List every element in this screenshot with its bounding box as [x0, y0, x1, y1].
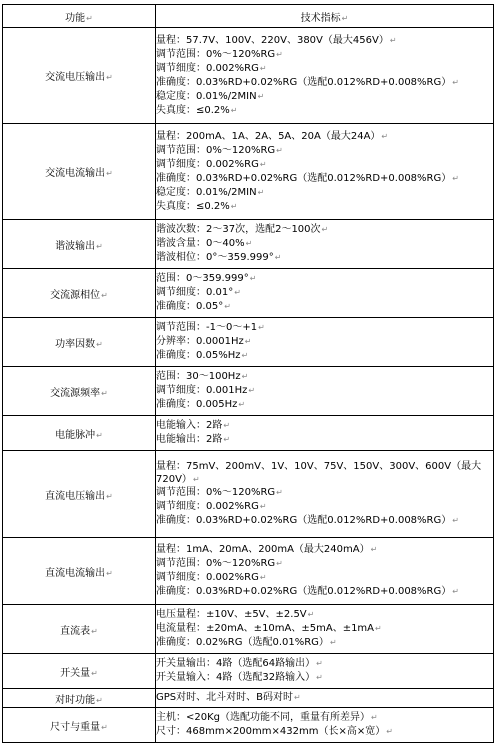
- spec-text: 开关量输入：4路（选配32路输入）: [156, 672, 316, 683]
- function-name: 交流源相位: [50, 289, 101, 301]
- spec-text: 尺寸：468mm×200mm×432mm（长×高×宽）: [156, 726, 386, 737]
- spec-line: [156, 433, 493, 447]
- spec-cell: [156, 654, 494, 689]
- return-mark: ↵: [316, 673, 323, 682]
- spec-line: [156, 223, 493, 237]
- return-mark: ↵: [106, 169, 113, 178]
- spec-line: [156, 500, 493, 514]
- table-row: [3, 318, 494, 367]
- spec-line: [156, 514, 493, 528]
- spec-text: 谐波含量：0～40%: [156, 238, 245, 249]
- table-row: [3, 538, 494, 605]
- table-row: [3, 28, 494, 124]
- function-name: 电能脉冲: [55, 429, 96, 441]
- return-mark: ↵: [106, 73, 113, 82]
- table-row: [3, 689, 494, 708]
- return-mark: ↵: [276, 559, 283, 568]
- return-mark: ↵: [192, 475, 200, 484]
- spec-line: [156, 585, 493, 599]
- spec-line: [156, 398, 493, 412]
- spec-text: 失真度：≤0.2%: [156, 200, 230, 212]
- return-mark: ↵: [375, 624, 382, 633]
- spec-body: [3, 28, 494, 743]
- spec-text: 调节细度：0.002%RG: [156, 62, 259, 74]
- spec-line: [156, 557, 493, 571]
- spec-line: [156, 571, 493, 585]
- spec-text: 稳定度：0.01%/2MIN: [156, 90, 257, 102]
- function-name: 直流电流输出: [45, 567, 106, 579]
- return-mark: ↵: [276, 49, 283, 59]
- spec-line: [156, 34, 493, 48]
- spec-cell: [156, 269, 494, 318]
- spec-line: [156, 486, 493, 500]
- table-row: [3, 367, 494, 416]
- spec-line: [156, 76, 493, 90]
- function-cell: [3, 318, 156, 367]
- return-mark: ↵: [238, 400, 246, 409]
- return-mark: ↵: [241, 372, 249, 381]
- return-mark: ↵: [91, 626, 98, 636]
- table-row: [3, 269, 494, 318]
- return-mark: ↵: [234, 288, 241, 297]
- header-function: 功能↵: [3, 5, 156, 28]
- spec-cell: [156, 689, 494, 708]
- return-mark: ↵: [91, 668, 98, 678]
- spec-text: 准确度：0.03%RD+0.02%RG（选配0.012%RD+0.008%RG）: [156, 76, 452, 88]
- return-mark: ↵: [96, 430, 103, 440]
- table-row: [3, 416, 494, 451]
- return-mark: ↵: [101, 722, 108, 732]
- spec-line: [156, 130, 493, 144]
- spec-line: [156, 622, 493, 636]
- function-cell: [3, 654, 156, 689]
- return-mark: ↵: [96, 241, 103, 251]
- spec-line: [156, 186, 493, 200]
- spec-text: 调节范围：0%～120%RG: [156, 487, 276, 498]
- spec-line: [156, 384, 493, 398]
- spec-text: 量程：75mV、200mV、1V、10V、75V、150V、300V、600V（最大720V）: [156, 461, 482, 485]
- table-row: [3, 220, 494, 269]
- spec-cell: [156, 451, 494, 538]
- spec-line: [156, 172, 493, 186]
- spec-text: 准确度：0.02%RG（选配0.01%RG）: [156, 637, 329, 648]
- return-mark: ↵: [223, 435, 231, 444]
- return-mark: ↵: [321, 225, 329, 234]
- spec-text: 主机：<20Kg（选配功能不同，重量有所差异）: [156, 712, 371, 723]
- spec-line: [156, 711, 493, 725]
- spec-line: [156, 657, 493, 671]
- spec-line: [156, 460, 493, 486]
- spec-line: [156, 272, 493, 286]
- spec-text: 调节细度：0.002%RG: [156, 501, 259, 512]
- spec-cell: [156, 28, 494, 124]
- spec-line: [156, 144, 493, 158]
- spec-line: [156, 419, 493, 433]
- spec-line: [156, 608, 493, 622]
- spec-line: [156, 349, 493, 363]
- function-name: 交流电流输出: [45, 168, 106, 179]
- function-name: 谐波输出: [55, 240, 96, 252]
- return-mark: ↵: [452, 516, 459, 525]
- spec-text: 准确度：0.005Hz: [156, 399, 238, 410]
- spec-line: [156, 286, 493, 300]
- function-cell: [3, 367, 156, 416]
- return-mark: ↵: [106, 491, 113, 501]
- return-mark: ↵: [101, 290, 108, 300]
- return-mark: ↵: [381, 131, 389, 141]
- return-mark: ↵: [249, 274, 257, 283]
- return-mark: ↵: [106, 568, 113, 578]
- function-name: 尺寸与重量: [50, 721, 101, 733]
- return-mark: ↵: [370, 545, 378, 554]
- table-row: [3, 451, 494, 538]
- spec-text: 范围：30～100Hz: [156, 371, 241, 382]
- spec-cell: [156, 318, 494, 367]
- table-row: [3, 654, 494, 689]
- spec-text: 调节细度：0.002%RG: [156, 572, 259, 583]
- spec-text: 量程：200mA、1A、2A、5A、20A（最大24A）: [156, 130, 381, 142]
- function-name: 直流表: [60, 625, 91, 637]
- spec-text: 准确度：0.03%RD+0.02%RG（选配0.012%RD+0.008%RG）: [156, 586, 452, 597]
- spec-text: 谐波次数：2～37次，选配2～100次: [156, 224, 321, 235]
- spec-text: 量程：1mA、20mA、200mA（最大240mA）: [156, 544, 370, 555]
- spec-cell: [156, 538, 494, 605]
- table-row: [3, 605, 494, 654]
- spec-line: [156, 636, 493, 650]
- function-cell: [3, 269, 156, 318]
- return-mark: ↵: [329, 638, 337, 647]
- spec-line: [156, 158, 493, 172]
- function-name: 交流源频率: [50, 387, 101, 399]
- return-mark: ↵: [223, 421, 231, 430]
- return-mark: ↵: [386, 727, 393, 736]
- return-mark: ↵: [245, 239, 253, 248]
- spec-line: [156, 200, 493, 214]
- spec-cell: [156, 708, 494, 743]
- spec-text: 电流量程：±20mA、±10mA、±5mA、±1mA: [156, 623, 375, 634]
- header-row: [3, 5, 494, 28]
- function-cell: [3, 451, 156, 538]
- return-mark: ↵: [276, 488, 283, 497]
- spec-text: GPS对时、北斗对时、B码对时: [156, 692, 293, 703]
- spec-text: 谐波相位：0°～359.999°: [156, 252, 274, 263]
- spec-line: [156, 543, 493, 557]
- spec-line: [156, 335, 493, 349]
- function-name: 开关量: [60, 667, 91, 679]
- spec-line: [156, 48, 493, 62]
- return-mark: ↵: [96, 695, 103, 705]
- return-mark: ↵: [307, 610, 315, 619]
- spec-text: 调节范围：0%～120%RG: [156, 558, 276, 569]
- spec-text: 电能输入：2路: [156, 420, 223, 431]
- spec-text: 准确度：0.05°: [156, 301, 224, 312]
- spec-text: 调节范围：-1～0～+1: [156, 322, 258, 333]
- return-mark: ↵: [371, 713, 378, 722]
- spec-text: 电压量程：±10V、±5V、±2.5V: [156, 609, 307, 620]
- spec-cell: [156, 220, 494, 269]
- return-mark: ↵: [294, 693, 301, 702]
- return-mark: ↵: [257, 91, 265, 101]
- function-name: 直流电压输出: [45, 490, 106, 502]
- return-mark: ↵: [230, 201, 238, 211]
- return-mark: ↵: [316, 659, 323, 668]
- return-mark: ↵: [244, 337, 252, 346]
- return-mark: ↵: [101, 388, 108, 398]
- spec-line: [156, 725, 493, 739]
- function-name: 功率因数: [55, 338, 96, 350]
- spec-text: 失真度：≤0.2%: [156, 104, 230, 116]
- spec-table: [2, 4, 494, 743]
- function-cell: [3, 220, 156, 269]
- function-name: 对时功能: [55, 694, 96, 706]
- spec-text: 分辨率：0.0001Hz: [156, 336, 244, 347]
- spec-text: 开关量输出：4路（选配64路输出）: [156, 658, 316, 669]
- spec-text: 稳定度：0.01%/2MIN: [156, 186, 257, 198]
- return-mark: ↵: [389, 35, 397, 45]
- return-mark: ↵: [96, 339, 103, 349]
- spec-text: 准确度：0.03%RD+0.02%RG（选配0.012%RD+0.008%RG）: [156, 172, 452, 184]
- spec-line: [156, 62, 493, 76]
- spec-text: 准确度：0.05%Hz: [156, 350, 241, 361]
- spec-line: [156, 691, 493, 705]
- header-spec: 技术指标↵: [156, 5, 494, 28]
- function-name: 交流电压输出: [45, 72, 106, 83]
- spec-text: 调节细度：0.002%RG: [156, 158, 259, 170]
- spec-line: [156, 251, 493, 265]
- spec-text: 调节细度：0.001Hz: [156, 385, 248, 396]
- spec-text: 范围：0～359.999°: [156, 273, 249, 284]
- return-mark: ↵: [258, 323, 265, 332]
- return-mark: ↵: [452, 587, 459, 596]
- function-cell: [3, 708, 156, 743]
- return-mark: ↵: [224, 302, 231, 311]
- spec-text: 准确度：0.03%RD+0.02%RG（选配0.012%RD+0.008%RG）: [156, 515, 452, 526]
- function-cell: [3, 689, 156, 708]
- spec-line: [156, 237, 493, 251]
- spec-line: [156, 90, 493, 104]
- function-cell: [3, 416, 156, 451]
- function-cell: [3, 124, 156, 220]
- spec-text: 调节范围：0%～120%RG: [156, 144, 276, 156]
- table-row: [3, 124, 494, 220]
- spec-line: [156, 370, 493, 384]
- return-mark: ↵: [257, 187, 265, 197]
- spec-cell: [156, 416, 494, 451]
- return-mark: ↵: [259, 502, 267, 511]
- spec-line: [156, 671, 493, 685]
- spec-text: 调节范围：0%～120%RG: [156, 48, 276, 60]
- return-mark: ↵: [259, 63, 267, 73]
- return-mark: ↵: [248, 386, 256, 395]
- return-mark: ↵: [259, 573, 267, 582]
- return-mark: ↵: [276, 145, 283, 155]
- return-mark: ↵: [230, 105, 238, 115]
- table-row: [3, 708, 494, 743]
- spec-cell: [156, 124, 494, 220]
- spec-text: 调节细度：0.01°: [156, 287, 234, 298]
- return-mark: ↵: [241, 351, 249, 360]
- return-mark: ↵: [259, 159, 267, 169]
- spec-line: [156, 300, 493, 314]
- return-mark: ↵: [452, 173, 459, 183]
- return-mark: ↵: [452, 77, 459, 87]
- spec-line: [156, 321, 493, 335]
- function-cell: [3, 28, 156, 124]
- spec-cell: [156, 605, 494, 654]
- function-cell: [3, 538, 156, 605]
- function-cell: [3, 605, 156, 654]
- return-mark: ↵: [274, 253, 282, 262]
- spec-text: 量程：57.7V、100V、220V、380V（最大456V）: [156, 34, 389, 46]
- spec-text: 电能输出：2路: [156, 434, 223, 445]
- spec-line: [156, 104, 493, 118]
- spec-cell: [156, 367, 494, 416]
